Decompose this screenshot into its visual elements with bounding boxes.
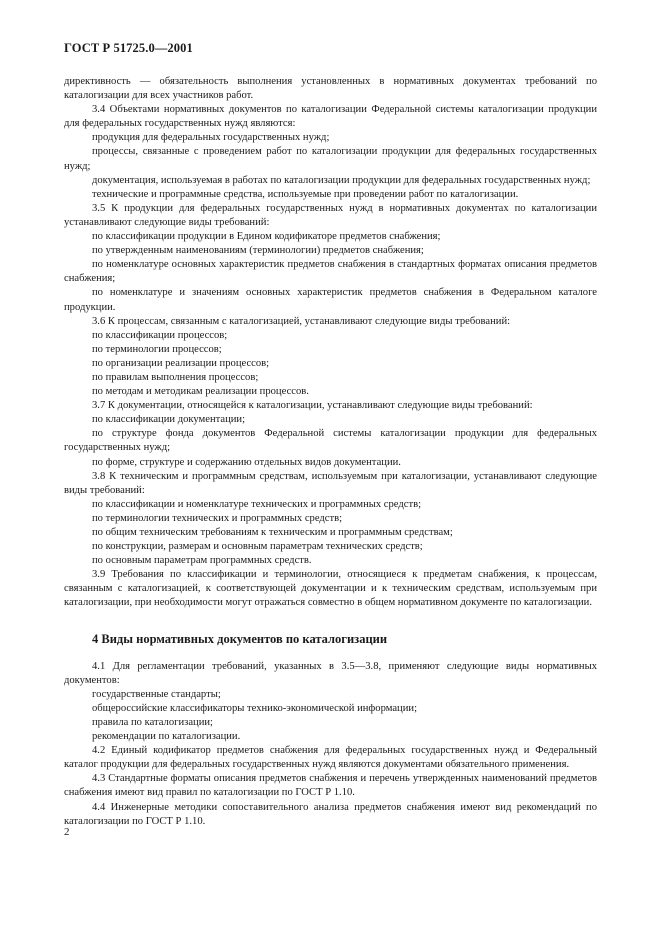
list-item: по структуре фонда документов Федеральной системы каталогизации продукции для федеральных государственных нужд; (64, 428, 597, 454)
page-number: 2 (64, 826, 70, 838)
list-item: технические и программные средства, используемые при проведении работ по каталогизации. (92, 188, 519, 200)
paragraph: 4.2 Единый кодификатор предметов снабжения для федеральных государственных нужд и Федеральный каталог продукции для федеральных государственных нужд являются документами обязательного применения. (64, 745, 597, 771)
document-body (64, 75, 597, 829)
list-item: государственные стандарты; (92, 688, 221, 700)
list-item: по номенклатуре и значениям основных характеристик предметов снабжения в Федеральном каталоге продукции. (64, 287, 597, 313)
list-item: документация, используемая в работах по каталогизации продукции для федеральных государственных нужд; (92, 174, 591, 186)
paragraph: 4.1 Для регламентации требований, указанных в 3.5—3.8, применяют следующие виды нормативных документов: (64, 660, 597, 686)
list-item: по форме, структуре и содержанию отдельных видов документации. (92, 456, 401, 468)
list-item: по организации реализации процессов; (92, 357, 270, 369)
document-header: ГОСТ Р 51725.0—2001 (64, 41, 193, 55)
paragraph: директивность — обязательность выполнения установленных в нормативных документах требований по каталогизации для всех участников работ. (64, 76, 597, 102)
list-item: по правилам выполнения процессов; (92, 371, 259, 383)
list-item: по общим техническим требованиям к техническим и программным средствам; (92, 527, 453, 538)
list-item: процессы, связанные с проведением работ по каталогизации продукции для федеральных государственных нужд; (64, 146, 597, 172)
list-item: по утвержденным наименованиям (терминологии) предметов снабжения; (92, 245, 424, 257)
list-item: по классификации и номенклатуре технических и программных средств; (92, 498, 422, 510)
paragraph: 3.5 К продукции для федеральных государственных нужд в нормативных документах по каталогизации устанавливают следующие виды требований: (64, 202, 597, 228)
list-item: по классификации процессов; (92, 329, 228, 341)
section-heading: 4 Виды нормативных документов по каталогизации (92, 631, 388, 646)
paragraph: 4.3 Стандартные форматы описания предметов снабжения и перечень утвержденных наименований предметов снабжения имеют вид правил по каталогизации по ГОСТ Р 1.10. (64, 773, 597, 799)
paragraph: 3.9 Требования по классификации и терминологии, относящиеся к предметам снабжения, к процессам, связанным с каталогизацией, к соответствующей документации и к техническим средствам, используемым при каталогизации, при необходимости могут отражаться совместно в общем нормативном документе по каталогизации. (64, 569, 597, 609)
list-item: продукция для федеральных государственных нужд; (92, 132, 330, 144)
list-item: по терминологии процессов; (92, 343, 222, 355)
list-item: рекомендации по каталогизации. (92, 731, 241, 743)
list-item: по классификации документации; (92, 414, 246, 426)
paragraph: 3.4 Объектами нормативных документов по каталогизации Федеральной системы каталогизации продукции для федеральных государственных нужд являются: (64, 104, 597, 130)
list-item: по классификации продукции в Едином кодификаторе предметов снабжения; (92, 231, 441, 243)
paragraph: 3.6 К процессам, связанным с каталогизацией, устанавливают следующие виды требований: (92, 315, 511, 327)
list-item: по конструкции, размерам и основным параметрам технических средств; (92, 541, 423, 553)
list-item: по терминологии технических и программных средств; (92, 512, 343, 524)
paragraph: 3.8 К техническим и программным средствам, используемым при каталогизации, устанавливают следующие виды требований: (64, 470, 597, 496)
paragraph: 3.7 К документации, относящейся к каталогизации, устанавливают следующие виды требований: (92, 400, 533, 412)
list-item: по методам и методикам реализации процессов. (92, 386, 309, 398)
list-item: общероссийские классификаторы технико-экономической информации; (92, 702, 418, 714)
list-item: по основным параметрам программных средств. (92, 555, 312, 567)
paragraph: 4.4 Инженерные методики сопоставительного анализа предметов снабжения имеют вид рекомендаций по каталогизации по ГОСТ Р 1.10. (64, 801, 597, 827)
list-item: по номенклатуре основных характеристик предметов снабжения в стандартных форматах описания предметов снабжения; (64, 259, 597, 285)
list-item: правила по каталогизации; (92, 716, 213, 728)
